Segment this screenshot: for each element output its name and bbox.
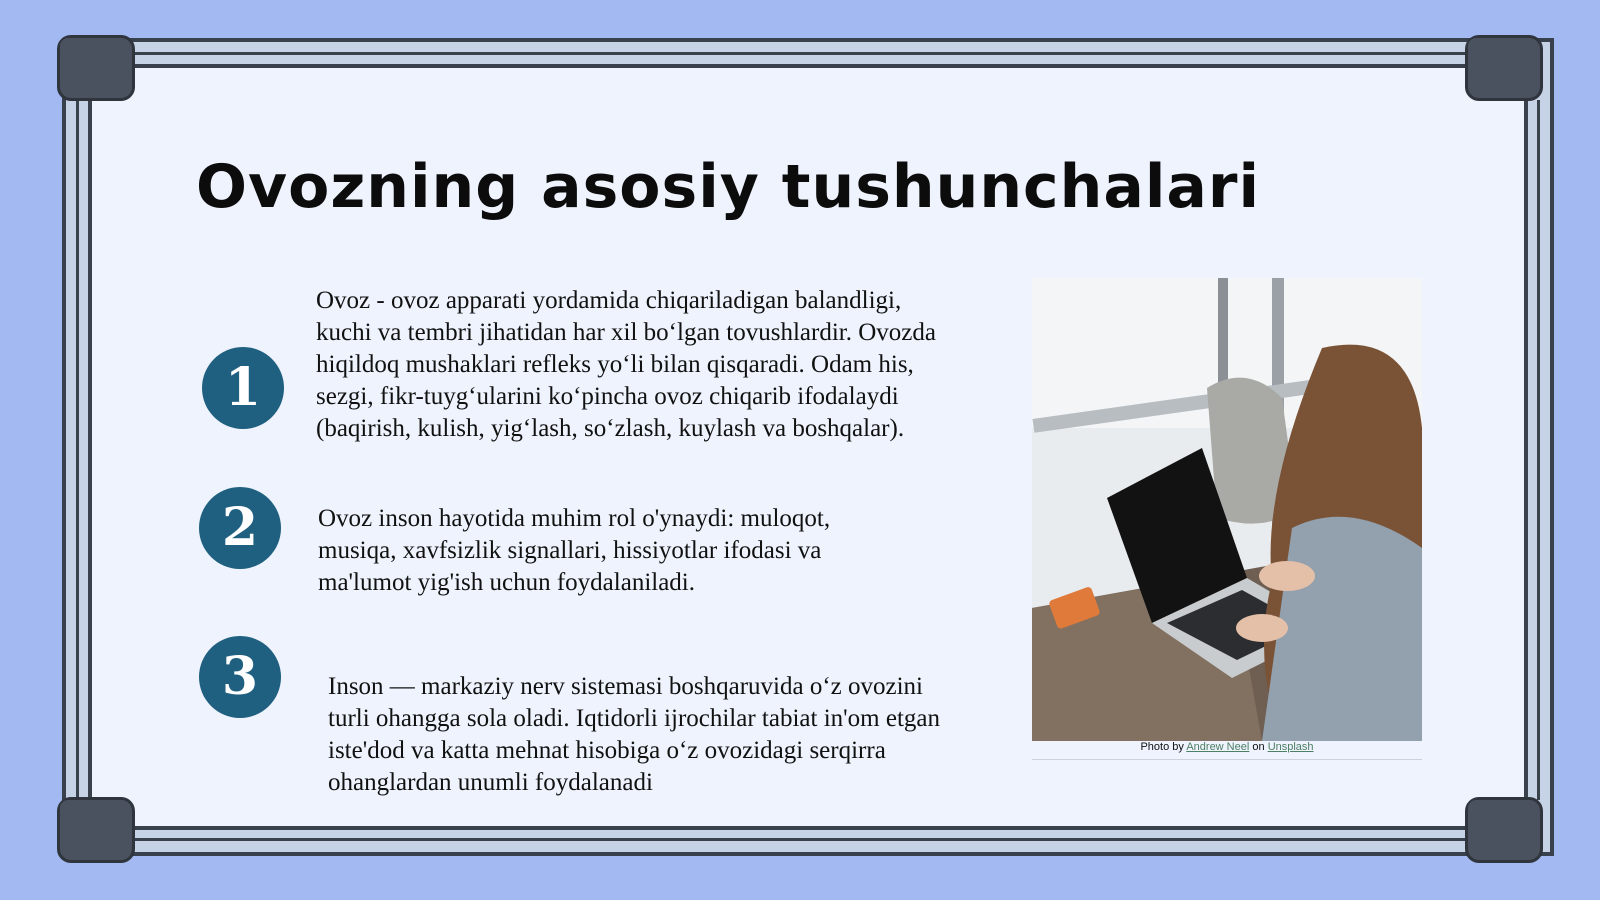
- woman-laptop-photo: [1032, 278, 1422, 741]
- frame-rail-top: [120, 52, 1500, 55]
- paragraph-1: Ovoz - ovoz apparati yordamida chiqariladigan balandligi, kuchi va tembri jihatidan har xil bo‘lgan tovushlardir. Ovozda hiqildoq mushaklari refleks yo‘li bilan qisqaradi. Odam his, sezgi, fikr-tuyg‘ularini ko‘pincha ovoz chiqarib ifodalaydi (baqirish, kulish, yig‘lash, so‘zlash, kuylash va boshqalar).: [316, 287, 936, 442]
- photo-credit: [1032, 741, 1422, 760]
- frame-rail-bottom: [120, 838, 1500, 841]
- number-badge-1: 1: [202, 347, 284, 429]
- paragraph-2: Ovoz inson hayotida muhim rol o'ynaydi: muloqot, musiqa, xavfsizlik signallari, hissiyotlar ifodasi va ma'lumot yig'ish uchun foydalaniladi.: [318, 505, 831, 596]
- photo-author-link[interactable]: Andrew Neel: [1186, 741, 1250, 753]
- frame-rail-right: [1537, 100, 1540, 800]
- paragraph-3: Inson — markaziy nerv sistemasi boshqaruvida o‘z ovozini turli ohangga sola oladi. Iqtidorli ijrochilar tabiat in'om etgan iste'dod va katta mehnat hisobiga o‘z ovozidagi serqirra ohanglardan unumli foydalanadi: [328, 673, 940, 796]
- credit-prefix: Photo by: [1140, 741, 1184, 753]
- photo-source-link[interactable]: Unsplash: [1267, 741, 1314, 753]
- frame-corner-bottom-left: [57, 797, 135, 863]
- number-badge-2: 2: [199, 487, 281, 569]
- credit-mid: on: [1252, 741, 1265, 753]
- number-badge-3: 3: [199, 636, 281, 718]
- frame-rail-left: [76, 100, 79, 800]
- frame-corner-bottom-right: [1465, 797, 1543, 863]
- slide-title: Ovozning asosiy tushunchalari: [196, 152, 1261, 222]
- frame-corner-top-right: [1465, 35, 1543, 101]
- frame-corner-top-left: [57, 35, 135, 101]
